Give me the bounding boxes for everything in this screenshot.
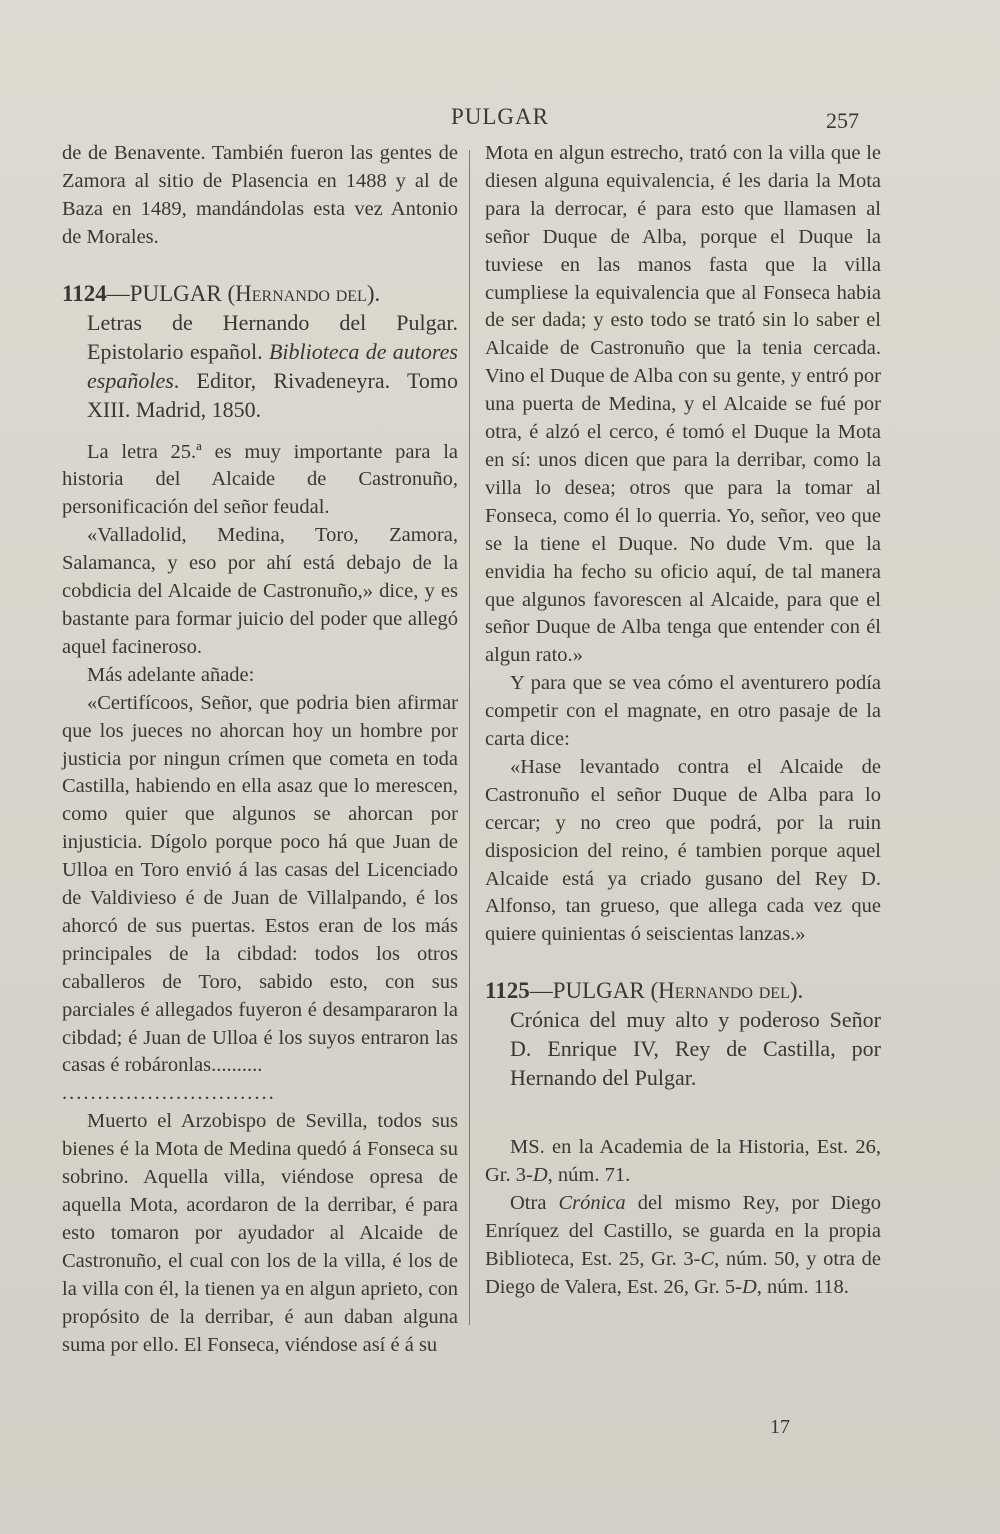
column-divider bbox=[469, 150, 470, 1325]
signature-mark: 17 bbox=[770, 1416, 790, 1438]
paragraph: La letra 25.ª es muy importante para la historia del Alcaide de Castronuño, personificación del señor feudal. bbox=[62, 440, 458, 519]
quote-paragraph: «Certifícoos, Señor, que podria bien afirmar que los jueces no ahorcan hoy un hombre por justicia por ningun crímen que cometa en toda Castilla, habiendo en ella asaz que lo merescen, como quier que algunos se ahorcan por injusticia. Dígolo porque poco há que Juan de Ulloa en Toro envió á las casas del Licenciado de Valdivieso é de Juan de Villalpando, é los ahorcó de sus puertas. Estos eran de los más principales de la cibdad: todos los otros caballeros de Toro, sabido esto, con sus parciales é allegados fuyeron é desampararon la cibdad; é Juan de Ulloa é los suyos entraron las casas é robáronlas.......... bbox=[62, 691, 458, 1077]
quote-paragraph: Mota en algun estrecho, trató con la villa que le diesen alguna equivalencia, é les daria la Mota para la derrocar, é para esto que llamasen al señor Duque de Alba, porque el Duque la tuviese en las manos fasta que la villa cumpliese la equivalencia que al Fonseca habia de ser dada; y esto todo se trató sin lo saber el Alcaide de Castronuño que la tenia cercada. Vino el Duque de Alba con su gente, y entró por una puerta de Medina, y el Alcaide se fué por otra, é alzó el cerco, é tomó el Duque la Mota en sí: unos dicen que para la derribar, como la villa lo desea; otros que para la tomar al Fonseca, como él lo querria. Yo, señor, veo que se la tiene el Duque. No dude Vm. que la envidia ha fecho su oficio aquí, de tal manera que algunos favorescen al Alcaide, para que el señor Duque de Alba tenga que entender con él algun rato.» bbox=[485, 142, 881, 667]
entry-description-1125: Crónica del muy alto y poderoso Señor D. Enrique IV, Rey de Castilla, por Hernando del Pulgar. bbox=[510, 1007, 881, 1091]
paragraph: de de Benavente. También fueron las gentes de Zamora al sitio de Plasencia en 1488 y al de Baza en 1489, mandándolas esta vez Antonio de Morales. bbox=[62, 142, 458, 248]
paragraph: Más adelante añade: bbox=[87, 663, 255, 686]
entry-heading-1125 bbox=[485, 977, 881, 1005]
quote-paragraph: «Valladolid, Medina, Toro, Zamora, Salamanca, y eso por ahí está debajo de la cobdicia del Alcaide de Castronuño,» dice, y es bastante para formar juicio del poder que allegó aquel facineroso. bbox=[62, 524, 458, 658]
paragraph: Y para que se vea cómo el aventurero podía competir con el magnate, en otro pasaje de la carta dice: bbox=[485, 672, 881, 751]
entry-number: 1124 bbox=[62, 280, 107, 306]
running-title: PULGAR bbox=[450, 104, 549, 129]
left-column bbox=[62, 140, 458, 1359]
page-number: 257 bbox=[826, 108, 859, 133]
paragraph: Otra Crónica del mismo Rey, por Diego Enríquez del Castillo, se guarda en la propia Biblioteca, Est. 25, Gr. 3-C, núm. 50, y otra de Diego de Valera, Est. 26, Gr. 5-D, núm. 118. bbox=[485, 1192, 881, 1298]
entry-author: —PULGAR (Hernando del). bbox=[529, 978, 804, 1004]
entry-series-title: Biblioteca de autores españoles bbox=[87, 338, 458, 393]
entry-number: 1125 bbox=[485, 978, 530, 1004]
entry-text: . Editor, Rivadeneyra. Tomo XIII. Madrid, 1850. bbox=[87, 367, 458, 422]
entry-heading-1124 bbox=[62, 280, 458, 308]
entry-description-1124 bbox=[62, 308, 458, 424]
right-column bbox=[485, 140, 881, 1302]
entry-text: Letras de Hernando del Pulgar. Epistolario español. bbox=[87, 309, 458, 364]
paragraph: MS. en la Academia de la Historia, Est. 26, Gr. 3-D, núm. 71. bbox=[485, 1136, 881, 1187]
ellipsis-line: .............................. bbox=[62, 1082, 276, 1105]
page-header bbox=[0, 104, 1000, 138]
quote-paragraph: «Hase levantado contra el Alcaide de Castronuño el señor Duque de Alba para lo cercar; y no creo que podrá, por la ruin disposicion del reino, é tambien porque aquel Alcaide está ya criado gusano del Rey D. Alfonso, tan grueso, que allega cada vez que quiere quinientas ó seiscientas lanzas.» bbox=[485, 755, 881, 946]
entry-author: —PULGAR (Hernando del). bbox=[106, 280, 381, 306]
paragraph: Muerto el Arzobispo de Sevilla, todos sus bienes é la Mota de Medina quedó á Fonseca su sobrino. Aquella villa, viéndose opresa de aquella Mota, acordaron de la derribar, é para esto tomaron por ayudador al Alcaide de Castronuño, el cual con los de la villa, é los de la villa con él, la tienen ya en algun aprieto, con propósito de la derribar, é aun daban alguna suma por ello. El Fonseca, viéndose así é á su bbox=[62, 1110, 458, 1356]
